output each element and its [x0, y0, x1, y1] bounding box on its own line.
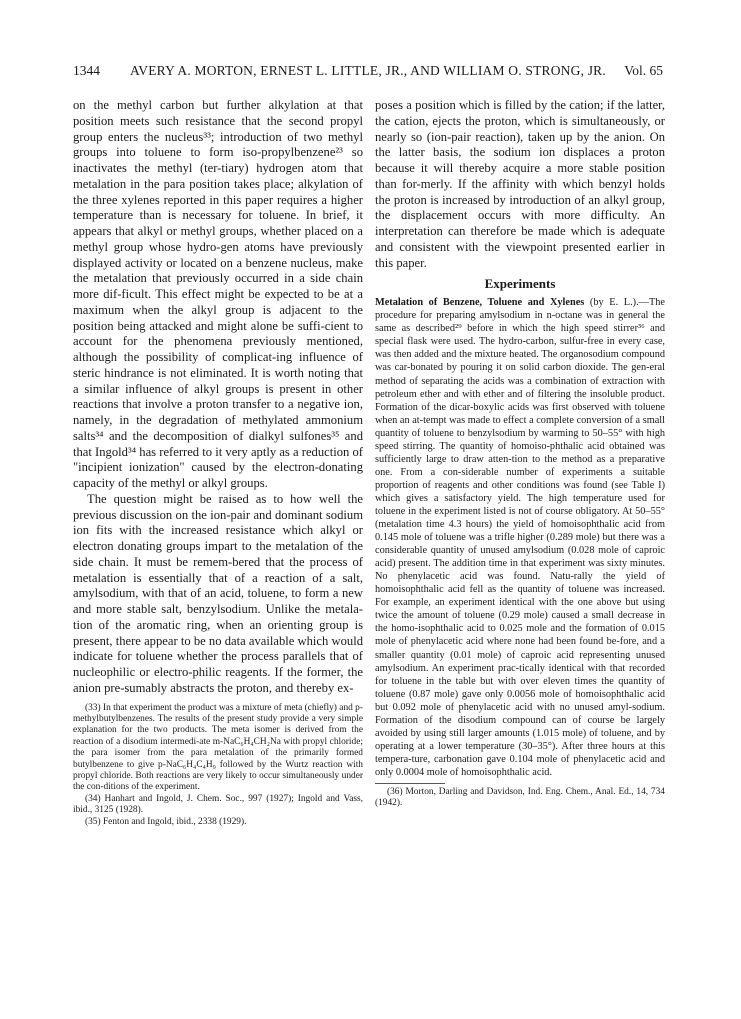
page-number: 1344: [73, 63, 100, 78]
footnote-36: (36) Morton, Darling and Davidson, Ind. Eng. Chem., Anal. Ed., 14, 734 (1942).: [375, 786, 665, 809]
subheading-note: (by E. L.).: [584, 297, 639, 309]
footnotes: [73, 703, 363, 828]
body-paragraph: poses a position which is filled by the cation; if the latter, the cation, ejects the proton, which is simultaneously, or nearly so (ion-pair reaction), taken up by the anion. On the latter basis, the sodium ion displaces a proton because it will thereby acquire a more stable position than for-merly. If the affinity with which benzyl holds the proton is increased by introduction of an alkyl group, the displacement occurs with more difficulty. An interpretation can therefore be made which is adequate and consistent with the viewpoint presented earlier in this paper.: [375, 98, 665, 270]
experiments-paragraph: [375, 296, 665, 779]
section-heading: Experiments: [484, 276, 556, 292]
running-header: [73, 63, 663, 83]
footnote-34: (34) Hanhart and Ingold, J. Chem. Soc., 997 (1927); Ingold and Vass, ibid., 3125 (1928).: [73, 793, 363, 816]
footnotes: [375, 787, 665, 810]
body-paragraph: on the methyl carbon but further alkylation at that position meets such resistance that the second propyl group enters the nucleus³³; introduction of two methyl groups into toluene to form iso-propylbenzene²³ so inactivates the methyl (ter-tiary) hydrogen atom that metalation in the para position takes place; alkylation of the three xylenes reported in this paper requires a higher temperature than is necessary for toluene. In brief, it appears that alkyl or methyl groups, whether placed on a methyl group whose hydro-gen atoms have previously displayed activity or located on a benzene nucleus, make the metalation that previously occurred in a side chain more dif-ficult. This effect might be expected to be at a maximum when the alkyl group is adjacent to the position being attacked and might alone be suffi-cient to account for the phenomena previously mentioned, although the possibility of complicat-ing influence of steric hindrance is not eliminated. It is worth noting that a similar influence of alkyl groups is present in other reactions that involve a proton transfer to a negative ion, namely, in the degradation of methylated ammonium salts³⁴ and the decomposition of dialkyl sulfones³⁵ and that Ingold³⁴ has referred to it very aptly as a reduction of "incipient ionization" caused by the electron-donating capacity of the methyl or alkyl groups.: [73, 98, 363, 490]
left-column: [73, 98, 363, 828]
header-authors: AVERY A. MORTON, ERNEST L. LITTLE, JR., AND WILLIAM O. STRONG, JR.: [130, 63, 606, 78]
volume-number: Vol. 65: [624, 63, 663, 78]
footnote-33: (33) In that experiment the product was a mixture of meta (chiefly) and p-methylbutylbenzenes. The results of the present study provide a very simple explanation for the two products. The meta isomer is derived from the reaction of a disodium intermedi-ate m-NaC₆H₄CH₂Na with propyl chloride; the para isomer from the para metalation of the primarily formed butylbenzene to give p-NaC₆H₄C₄H₉ followed by the Wurtz reaction with propyl chloride. Both reactions are very likely to occur simultaneously under the con-ditions of the experiment.: [73, 702, 363, 793]
right-column: [375, 98, 665, 810]
footnote-divider: [375, 783, 445, 784]
paragraph-subheading: Metalation of Benzene, Toluene and Xylenes: [375, 297, 585, 309]
experiments-text: —The procedure for preparing amylsodium in n-octane was in general the same as described²⁹ before in which the high speed stirrer³⁶ and special flask were used. The hydro-carbon, sulfur-free in every case, was then added and the mixture heated. The organosodium compound was car-bonated by pouring it on solid carbon dioxide. The gen-eral method of separating the acids was a combination of extraction with petroleum ether and with ether and of filtering the insoluble product. Formation of the dicar-boxylic acids was first observed with toluene when an at-tempt was made to effect a complete conversion of a small quantity of toluene to benzylsodium by warming to 50–55° with high speed stirring. The quantity of homoiso-phthalic acid obtained was sufficiently large to draw atten-tion to the method as a preparative one. From a con-siderable number of experiments a suitable proportion of reagents and other conditions was found (see Table I) which gives a satisfactory yield. The high temperature used for toluene in the experiment listed is not of course obligatory. At 50–55° (metalation time 4.3 hours) the yield of homoisophthalic acid from 0.145 mole of toluene was a trifle higher (0.289 mole) but there was a considerable quantity of unused amylsodium (0.028 mole of caproic acid) present. The addition time in that experiment was sixty minutes. No phenylacetic acid was found. Natu-rally the yield of homoisophthalic acid fell as the quantity of toluene was increased. For example, an experiment identical with the one above but using twice the amount of toluene (0.29 mole) caused a small decrease in the homo-isophthalic acid to 0.025 mole and the formation of 0.015 mole of phenylacetic acid where none had been found be-fore, and a smaller quantity (0.01 mole) of caproic acid representing unused amylsodium. An experiment prac-tically identical with that recorded for toluene in the table but with over eleven times the quantity of toluene (0.87 mole) gave only 0.0056 mole of homoisophthalic acid but 0.092 mole of phenylacetic acid with no unused amyl-sodium. Formation of the disodium compound can of course be largely avoided by using still larger amounts (1.015 mole) of toluene, and by operating at a lower temperature (30–35°). After three hours at this tempera-ture, carbonation gave 0.104 mole of phenylacetic acid and only 0.0004 mole of homoisophthalic acid.: [375, 297, 665, 778]
footnote-35: (35) Fenton and Ingold, ibid., 2338 (1929).: [85, 816, 247, 827]
body-paragraph: The question might be raised as to how well the previous discussion on the ion-pair and dominant sodium ion fits with the increased resistance which alkyl or electron donating groups impart to the metalation of the side chain. It must be remem-bered that the process of metalation is essentially that of a reaction of a salt, amylsodium, with that of an acid, toluene, to form a new and more stable salt, benzylsodium. Unlike the metala-tion of the aromatic ring, when an orienting group is present, there appear to be no data available which would indicate for toluene whether the process parallels that of nucleophilic or electro-philic reagents. If the former, the anion pre-sumably abstracts the proton, and thereby ex-: [73, 491, 363, 695]
